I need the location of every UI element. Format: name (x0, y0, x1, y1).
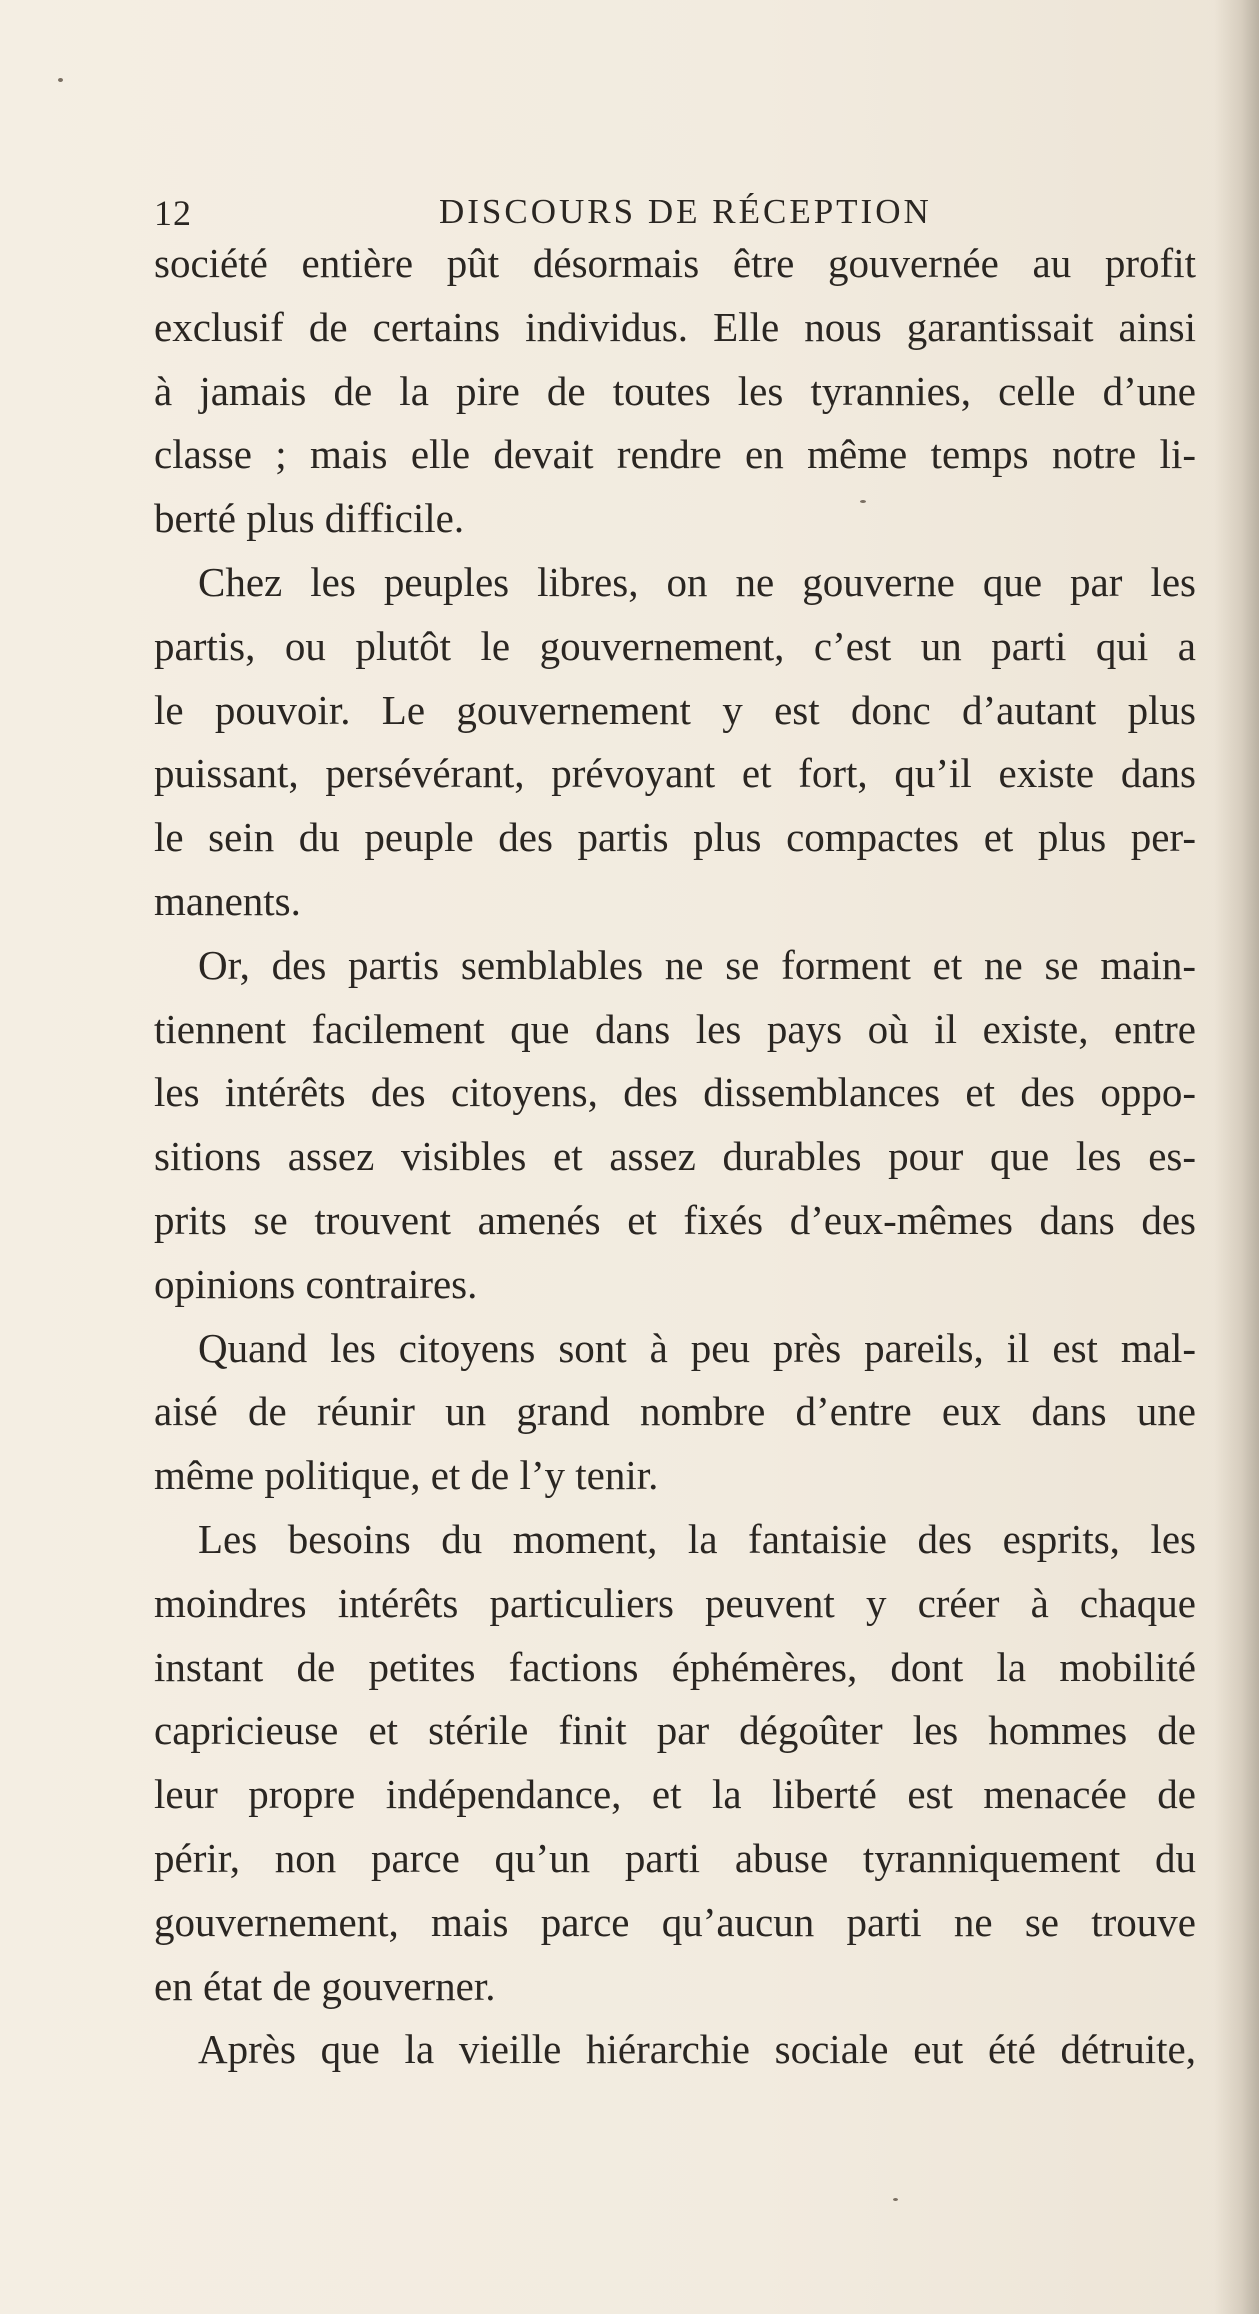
text-line: partis, ou plutôt le gouvernement, c’est un parti qui a (154, 622, 1196, 669)
body-text (154, 232, 1196, 2082)
running-title: DISCOURS DE RÉCEPTION (439, 192, 932, 231)
text-line: même politique, et de l’y tenir. (154, 1452, 659, 1499)
paragraph-start-line: Or, des partis semblables ne se forment et ne se main- (198, 941, 1196, 988)
text-line: moindres intérêts particuliers peuvent y créer à chaque (154, 1579, 1196, 1626)
text-line: instant de petites factions éphémères, dont la mobilité (154, 1643, 1196, 1690)
text-line: le sein du peuple des partis plus compactes et plus per- (154, 814, 1196, 861)
text-line: manents. (154, 877, 301, 924)
text-line: puissant, persévérant, prévoyant et fort, qu’il existe dans (154, 750, 1196, 797)
text-line: gouvernement, mais parce qu’aucun parti ne se trouve (154, 1898, 1196, 1945)
text-line: sitions assez visibles et assez durables pour que les es- (154, 1133, 1196, 1180)
text-line: le pouvoir. Le gouvernement y est donc d’autant plus (154, 686, 1196, 733)
text-line: berté plus difficile. (154, 495, 465, 542)
text-line: société entière pût désormais être gouvernée au profit (154, 240, 1196, 286)
text-line: opinions contraires. (154, 1260, 478, 1307)
text-line: en état de gouverner. (154, 1962, 496, 2009)
text-line: aisé de réunir un grand nombre d’entre eux dans une (154, 1388, 1196, 1435)
ink-speck (58, 78, 63, 82)
ink-speck (893, 2198, 898, 2201)
paragraph-start-line: Les besoins du moment, la fantaisie des esprits, les (198, 1515, 1196, 1562)
text-line: périr, non parce qu’un parti abuse tyranniquement du (154, 1834, 1196, 1881)
text-line: classe ; mais elle devait rendre en même temps notre li- (154, 431, 1196, 478)
text-line: à jamais de la pire de toutes les tyrannies, celle d’une (154, 367, 1196, 414)
text-line: capricieuse et stérile finit par dégoûter les hommes de (154, 1707, 1196, 1754)
spine-shadow (1214, 0, 1259, 2314)
text-line: leur propre indépendance, et la liberté est menacée de (154, 1771, 1196, 1818)
paragraph-start-line: Chez les peuples libres, on ne gouverne que par les (198, 558, 1196, 605)
page-number: 12 (154, 193, 192, 233)
text-line: tiennent facilement que dans les pays où il existe, entre (154, 1005, 1196, 1052)
text-line: les intérêts des citoyens, des dissemblances et des oppo- (154, 1069, 1196, 1116)
paragraph-start-line: Quand les citoyens sont à peu près pareils, il est mal- (198, 1324, 1196, 1371)
text-line: exclusif de certains individus. Elle nous garantissait ainsi (154, 303, 1196, 350)
paragraph-start-line: Après que la vieille hiérarchie sociale eut été détruite, (198, 2026, 1196, 2073)
text-line: prits se trouvent amenés et fixés d’eux-mêmes dans des (154, 1196, 1196, 1243)
